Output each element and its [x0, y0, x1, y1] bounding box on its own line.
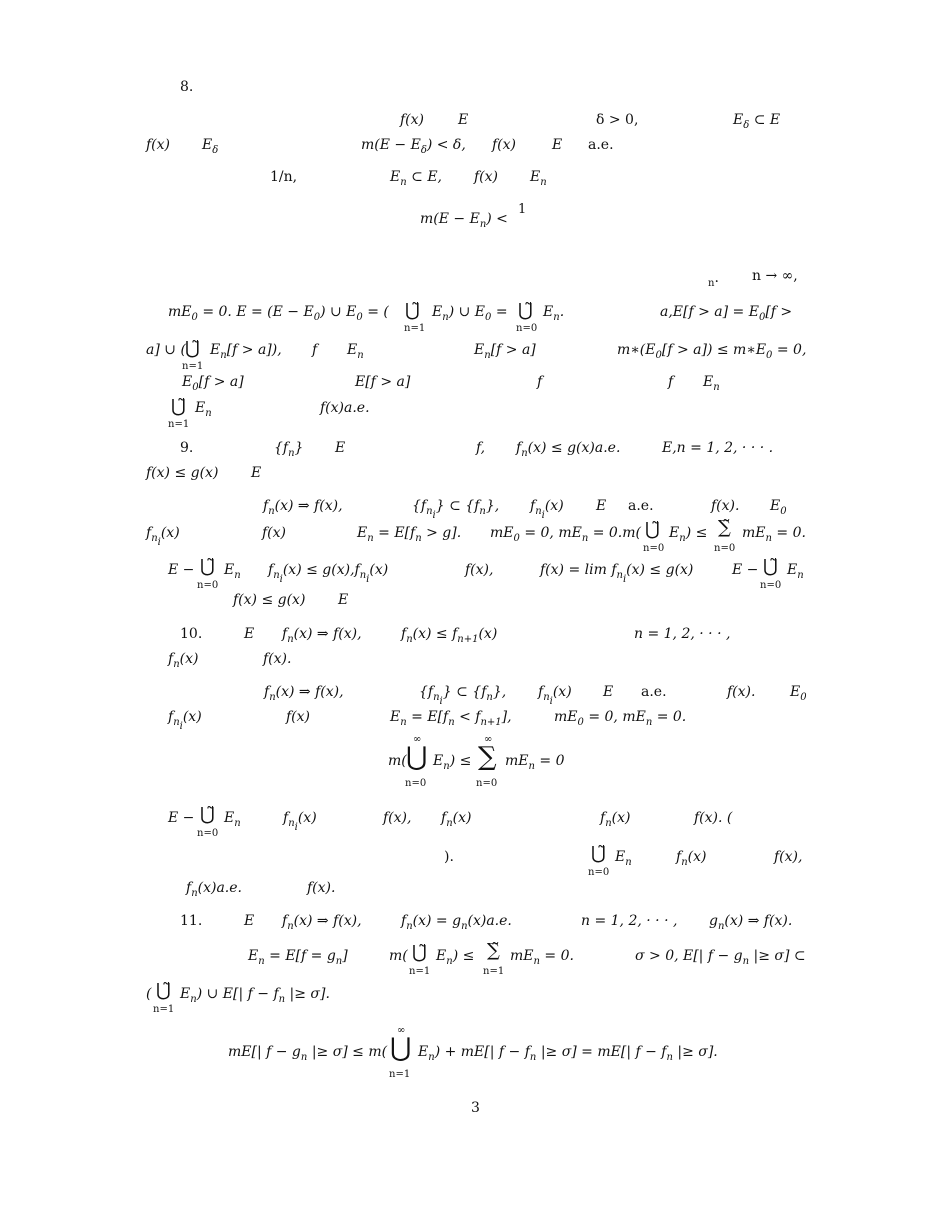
problem-11-label: 11. [180, 913, 203, 929]
union-symbol: ⋃ [390, 1033, 412, 1063]
sum-symbol: ∑̃ [487, 940, 500, 961]
union-symbol: ⋃̃ [171, 396, 186, 417]
union-symbol: ⋃̃ [200, 556, 215, 577]
problem-10-label: 10. [180, 626, 203, 642]
union-symbol: ⋃ [406, 742, 428, 772]
page-number: 3 [471, 1100, 480, 1116]
union-symbol: ⋃̃ [591, 843, 606, 864]
union-symbol: ⋃̃ [412, 942, 427, 963]
union-symbol: ⋃̃ [185, 338, 200, 359]
document-page: 8. f(x) E δ > 0, $E_\delta$ ⊂ E f(x) $E_\delta$ $m(E - E_\delta) < \delta$, f(x) E a.e. 1/n, $E_n$ ⊂ E, f(x) $E_n$ $m(E - E_n)$ < 1 $_n$. n → ∞, $mE_0 = 0$. $E = (E - E_0)$ ∪ $E_0$ = ( ⋃̃ n=1 $E_n$) ∪ $E_0$ = ⋃̃ n=0 $E_n$. $a,E[f > a] = E_0[f$ > a] ∪ ( ⋃̃ n=1 $E_n[f > a]$), f $E_n$ $E_n[f > a]$ $m∗(E_0[f > a])$ ≤ $m∗E_0 = 0$, $E_0[f > a]$ E[f > a] f f $E_n$ ⋃̃ n=1 $E_n$ f(x)a.e. 9. $\{f_n\}$ E f, $f_n(x) \le g(x)a.e$. E,n = 1, 2, · · · . f(x) ≤ g(x) E $f_n(x)$ ⇒ f(x), $\{f_{n_i}\}$ ⊂ $\{f_n\}$, $f_{n_i}(x)$ E a.e. f(x). $E_0$ $f_{n_i}(x)$ f(x) $E_n = E[f_n > g]$. $mE_0 = 0$, $mE_n = 0.m$( ⋃̃ n=0 $E_n$) ≤ ∑̃ n=0 $mE_n = 0$. E − ⋃̃ n=0 $E_n$ $f_{n_i}(x) \le g(x),f_{n_i}(x)$ f(x), $f(x) = \lim f_{n_i}(x) \le g(x)$ E − ⋃̃ n=0 $E_n$ f(x) ≤ g(x) E 10. E $f_n(x)$ ⇒ f(x), $f_n(x) \le f_{n+1}(x)$ n = 1, 2, · · · , $f_n(x)$ f(x). $f_n(x)$ ⇒ f(x), $\{f_{n_i}\}$ ⊂ $\{f_n\}$, $f_{n_i}(x)$ E a.e. f(x). $E_0$ $f_{n_i}(x)$ f(x) $E_n = E[f_n < f_{n+1}]$, $mE_0 = 0$, $mE_n = 0$. m( ∞ ⋃ n=0 $E_n$) ≤ ∞ ∑ n=0 $mE_n = 0$ E − ⋃̃ n=0 $E_n$ $f_{n_i}(x)$ f(x), $f_n(x)$ $f_n(x)$ f(x). ( ). ⋃̃ n=0 $E_n$ $f_n(x)$ f(x), $f_n(x)a.e$. f(x). 11. E $f_n(x)$ ⇒ f(x), $f_n(x) = g_n(x)a.e$. n = 1, 2, · · · , $g_n(x)$ ⇒ f(x). $E_n = E[f = g_n]$ m( ⋃̃ n=1 $E_n$) ≤ ∑̃ n=1 $mE_n = 0$. σ > 0, E[| $f - g_n$ |≥ σ] ⊂ ( ⋃̃ n=1 $E_n$) ∪ E[| $f - f_n$ |≥ σ]. mE[| $f - g_n$ |≥ σ] ≤ m( ∞ ⋃ n=1 $E_n) + mE[|$ $f - f_n$ |≥ σ] = mE[| $f - f_n$ |≥ σ]. 3 [146, 79, 807, 1116]
sum-symbol: ∑ [478, 742, 497, 772]
union-symbol: ⋃̃ [518, 300, 533, 321]
sum-symbol: ∑̃ [718, 517, 731, 538]
union-symbol: ⋃̃ [156, 980, 171, 1001]
problem-8-label: 8. [180, 79, 194, 95]
union-symbol: ⋃̃ [763, 556, 778, 577]
union-symbol: ⋃̃ [200, 804, 215, 825]
union-symbol: ⋃̃ [405, 300, 420, 321]
problem-9-label: 9. [180, 440, 194, 456]
union-symbol: ⋃̃ [645, 519, 660, 540]
